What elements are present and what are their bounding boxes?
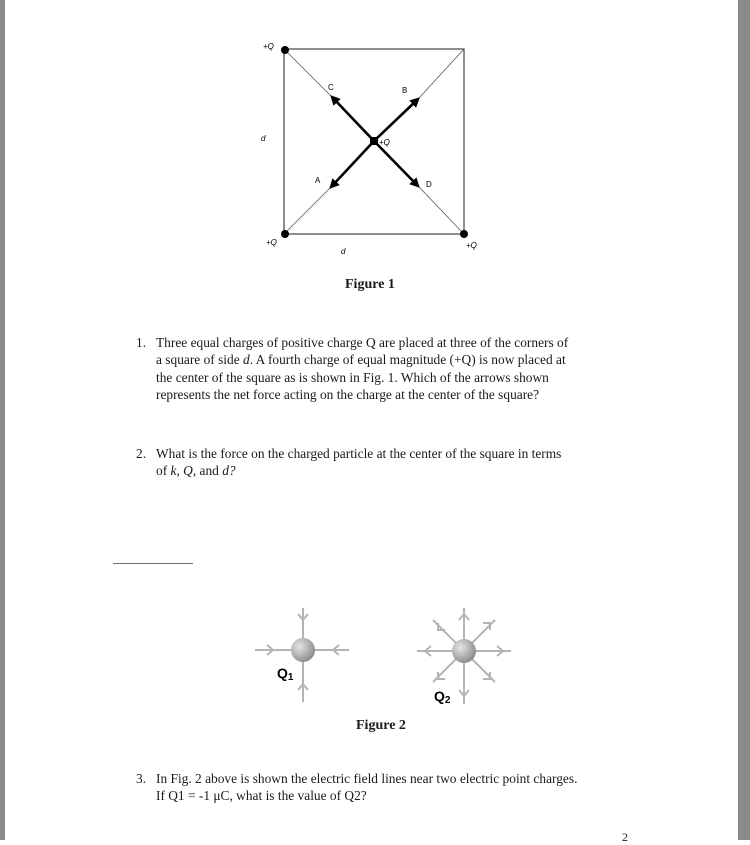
label-center-charge: +Q [379, 138, 390, 147]
text-span: . A fourth charge of equal magnitude (+Q) is now placed at [249, 352, 566, 368]
viewer-right-scrollbar[interactable] [738, 0, 750, 840]
charge-q1-sphere [291, 638, 315, 662]
question-line: represents the net force acting on the charge at the center of the square? [156, 387, 540, 403]
question-line: Three equal charges of positive charge Q are placed at three of the corners of [156, 335, 569, 350]
question-number: 3. [136, 771, 147, 786]
figure-2-diagram [245, 600, 525, 715]
label-arrow-b: B [402, 86, 408, 95]
charge-bottom-left [281, 230, 289, 238]
question-number: 1. [136, 335, 147, 350]
label-bottom-left-charge: +Q [266, 238, 277, 247]
question-number: 2. [136, 446, 147, 461]
question-line [156, 462, 636, 479]
figure-2-caption: Figure 2 [356, 718, 406, 733]
label-bottom-right-charge: +Q [466, 241, 477, 250]
charge-q2-sphere [452, 639, 476, 663]
question-line: In Fig. 2 above is shown the electric field lines near two electric point charges. [156, 771, 578, 786]
label-arrow-a: A [315, 176, 321, 185]
charge-q2-label: Q2 [434, 688, 451, 706]
question-1 [136, 334, 636, 404]
charge-center [370, 137, 378, 145]
label-top-left-charge: +Q [263, 42, 274, 51]
question-line: If Q1 = -1 μC, what is the value of Q2? [156, 788, 367, 804]
figure-1-diagram [245, 35, 505, 265]
label-side-bottom: d [341, 247, 346, 256]
italic-variable: d [243, 352, 250, 368]
question-line: the center of the square as is shown in Fig. 1. Which of the arrows shown [156, 369, 549, 385]
diagonal-line [284, 188, 330, 234]
question-line: What is the force on the charged particle at the center of the square in terms [156, 446, 562, 461]
label-arrow-c: C [328, 83, 334, 92]
page-number: 2 [622, 830, 628, 844]
charge-top-left [281, 46, 289, 54]
diagonal-line [284, 49, 331, 96]
arrow-a [332, 141, 374, 186]
question-2 [136, 445, 636, 480]
italic-variable: k [170, 463, 177, 479]
figure-1-caption: Figure 1 [345, 277, 395, 292]
italic-variable: d? [222, 463, 236, 479]
charge-bottom-right [460, 230, 468, 238]
diagonal-line [419, 187, 464, 234]
arrow-c [333, 98, 374, 141]
footnote-rule [113, 563, 193, 564]
question-3 [136, 770, 656, 805]
question-line [156, 351, 636, 368]
diagonal-line [419, 49, 464, 98]
text-span: of [156, 463, 171, 479]
charge-q1-label: Q1 [277, 665, 294, 683]
text-span: a square of side [156, 352, 244, 368]
text-span: , and [192, 463, 223, 479]
text-span: , [176, 463, 184, 479]
label-side-left: d [261, 134, 266, 143]
label-arrow-d: D [426, 180, 432, 189]
italic-variable: Q [183, 463, 193, 479]
arrow-b [374, 100, 417, 141]
arrow-d [374, 141, 417, 185]
